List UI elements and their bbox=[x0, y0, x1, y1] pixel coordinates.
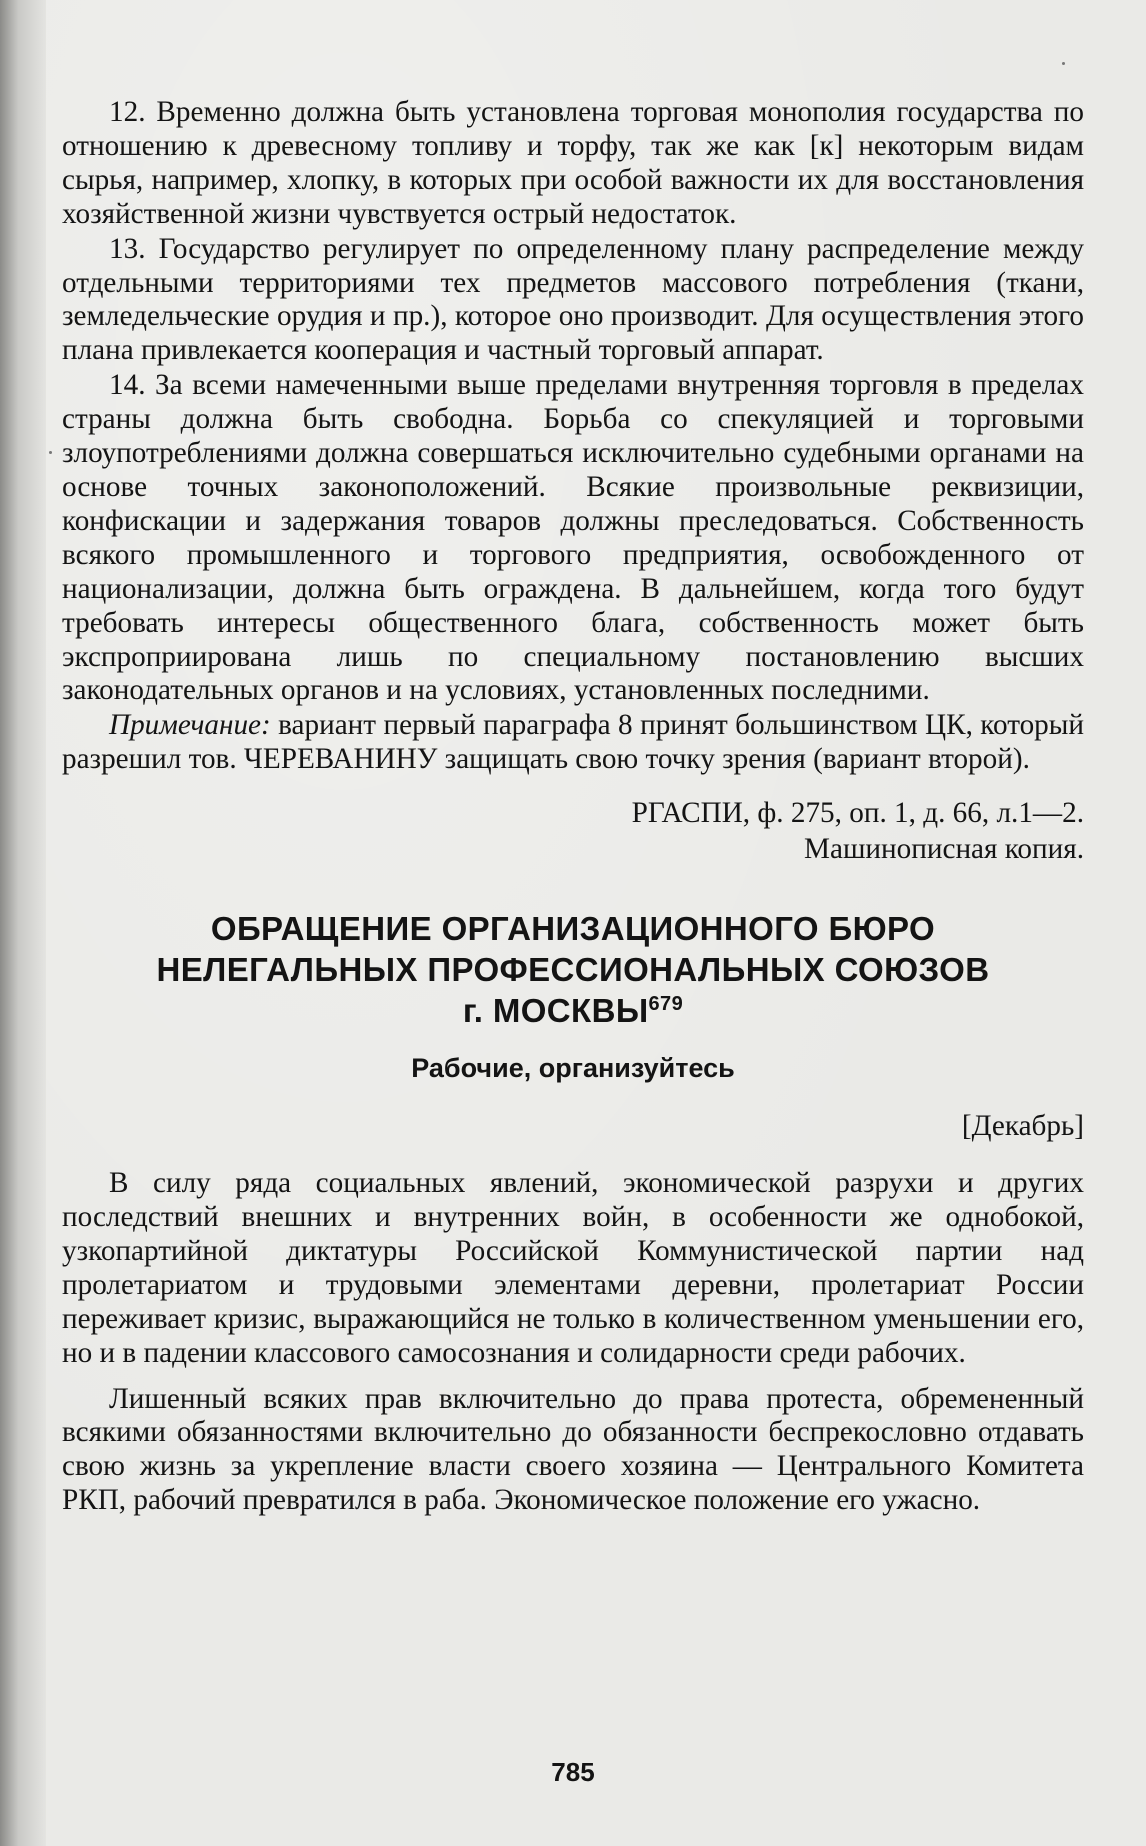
document-subtitle: Рабочие, организуйтесь bbox=[411, 1053, 735, 1084]
item-12: 12. Временно должна быть установлена торговая монополия государства по отношению к древесному топливу и торфу, так же как [к] некоторым видам сырья, например, хлопку, в которых при особой важности их для восстановления хозяйственной жизни чувствуется острый недостаток. bbox=[62, 96, 1084, 230]
title-city: г. МОСКВЫ bbox=[462, 992, 649, 1030]
source-archive: РГАСПИ, ф. 275, оп. 1, д. 66, л.1—2. bbox=[631, 797, 1084, 830]
appeal-body bbox=[62, 1167, 1084, 1518]
note-label: Примечание: bbox=[109, 709, 271, 742]
page-spine-shadow bbox=[0, 0, 46, 1846]
body-paragraph-1: В силу ряда социальных явлений, экономической разрухи и других последствий внешних и внутренних войн, в особенности же однобокой, узкопартийной диктатуры Российской Коммунистической партии над пролетариатом и трудовыми элементами деревни, пролетариат России переживает кризис, выражающийся не только в количественном уменьшении его, но и в падении классового самосознания и солидарности среди рабочих. bbox=[62, 1167, 1084, 1369]
page-content bbox=[62, 96, 1084, 1518]
document-date: [Декабрь] bbox=[961, 1110, 1084, 1143]
item-13: 13. Государство регулирует по определенному плану распределение между отдельными территориями тех предметов массового потребления (ткани, земледельческие орудия и пр.), которое оно производит. Для осуществления этого плана привлекается кооперация и частный торговый аппарат. bbox=[62, 232, 1084, 367]
speck bbox=[49, 451, 52, 454]
footnote-marker: 679 bbox=[648, 993, 684, 1016]
title-line-3 bbox=[62, 990, 1084, 1031]
body-paragraph-2: Лишенный всяких прав включительно до права протеста, обремененный всякими обязанностями включительно до обязанности беспрекословно отдавать свою жизнь за укрепление власти своего хозяина — Центрального Комитета РКП, рабочий превратился в раба. Экономическое положение его ужасно. bbox=[62, 1382, 1084, 1517]
page-number: 785 bbox=[551, 1757, 595, 1787]
title-line-1: ОБРАЩЕНИЕ ОРГАНИЗАЦИОННОГО БЮРО bbox=[210, 910, 936, 948]
source-copy: Машинописная копия. bbox=[804, 833, 1084, 866]
source-citation bbox=[62, 795, 1084, 867]
note-text: вариант первый параграфа 8 принят большинством ЦК, который разрешил тов. ЧЕРЕВАНИНУ защищать свою точку зрения (вариант второй). bbox=[62, 709, 1084, 776]
document-title bbox=[62, 908, 1084, 1031]
speck bbox=[1062, 62, 1065, 65]
item-14: 14. За всеми намеченными выше пределами внутренняя торговля в пределах страны должна быть свободна. Борьба со спекуляцией и торговыми злоупотреблениями должна совершаться исключительно судебными органами на основе точных законоположений. Всякие произвольные реквизиции, конфискации и задержания товаров должны преследоваться. Собственность всякого промышленного и торгового предприятия, освобожденного от национализации, должна быть ограждена. В дальнейшем, когда того будут требовать интересы общественного блага, собственность может быть экспроприирована лишь по специальному постановлению высших законодательных органов и на условиях, установленных последними. bbox=[62, 369, 1084, 707]
note bbox=[62, 709, 1084, 777]
title-line-2: НЕЛЕГАЛЬНЫХ ПРОФЕССИОНАЛЬНЫХ СОЮЗОВ bbox=[156, 951, 990, 989]
